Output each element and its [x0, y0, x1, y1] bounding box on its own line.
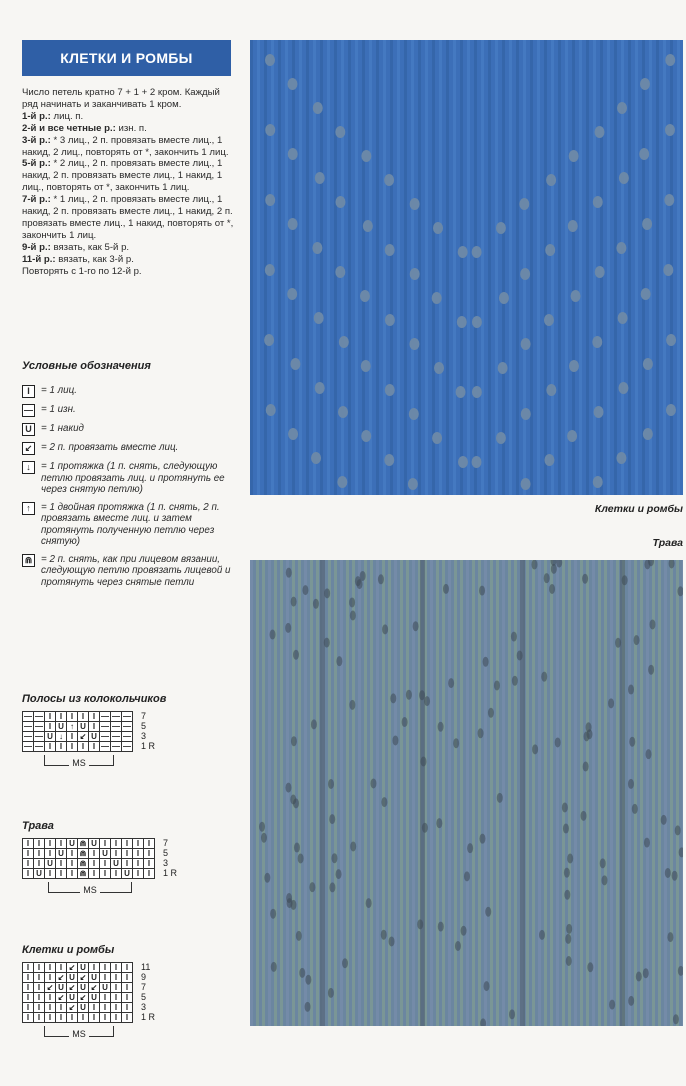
chart-cell: I [122, 993, 133, 1003]
chart-cell: I [89, 869, 100, 879]
chart-cell: I [144, 849, 155, 859]
chart-cell: — [101, 721, 109, 731]
chart-cell: I [56, 1003, 67, 1013]
chart-cell: I [67, 712, 78, 722]
chart-cell: I [100, 963, 111, 973]
chart-title: Полосы из колокольчиков [22, 693, 167, 705]
instruction-line [22, 123, 234, 135]
chart-cell: I [133, 869, 144, 879]
knit-texture-green [250, 560, 683, 1026]
stitch-symbol-icon: — [24, 405, 33, 415]
chart-cell: I [34, 859, 45, 869]
chart-cell: I [100, 973, 111, 983]
row-number: 3-й р.: [22, 134, 51, 146]
chart-cell: I [78, 1013, 89, 1023]
instruction-text: * 1 лиц., 2 п. провязать вместе лиц., 1 накид, 2 п. провязать вместе лиц., 1 накид, 2 п. провязать вместе лиц., 1 накид, повторять от *, закончить 1 лиц. [22, 194, 234, 241]
instruction-line [22, 266, 234, 278]
chart-cell: I [111, 993, 122, 1003]
repeat-label: MS [69, 758, 89, 768]
chart-cell: I [23, 1003, 34, 1013]
chart-cell: ↙ [89, 983, 100, 993]
chart-cell: U [100, 983, 111, 993]
stitch-symbol-icon: I [22, 385, 35, 398]
instruction-text: Число петель кратно 7 + 1 + 2 кром. Каждый ряд начинать и заканчивать 1 кром. [22, 87, 220, 110]
chart-cell: I [67, 732, 78, 742]
chart-cell: — [112, 721, 120, 731]
chart-cell: ↙ [45, 983, 56, 993]
chart-cell: — [112, 731, 120, 741]
legend [22, 385, 234, 594]
chart-cell: I [89, 1003, 100, 1013]
legend-item [22, 442, 234, 455]
instruction-text: лиц. п. [50, 110, 84, 122]
chart-cell: I [56, 712, 67, 722]
instruction-text: * 2 лиц., 2 п. провязать вместе лиц., 1 накид, 2 п. провязать вместе лиц., 1 накид, 1 лиц., повторять от *, закончить 1 лиц. [22, 158, 223, 194]
chart-cell: I [34, 839, 45, 849]
chart-cell: — [123, 741, 131, 751]
chart-cell: I [34, 963, 45, 973]
chart-cell: U [56, 849, 67, 859]
stitch-chart-grid [22, 711, 133, 752]
row-labels [163, 838, 177, 878]
chart-cell: I [23, 839, 34, 849]
chart-cell: U [89, 732, 100, 742]
legend-item [22, 404, 234, 417]
instructions [22, 87, 234, 278]
chart-cell: I [45, 963, 56, 973]
chart-cell: — [24, 721, 32, 731]
chart-cell: I [122, 963, 133, 973]
chart-cell: I [122, 859, 133, 869]
row-label: 1 R [163, 868, 178, 878]
chart-cell: — [24, 741, 32, 751]
chart-cell: I [144, 869, 155, 879]
legend-text: = 1 изн. [41, 404, 76, 415]
chart-cell: U [122, 869, 133, 879]
chart-cell: I [23, 983, 34, 993]
chart-cell: I [89, 1013, 100, 1023]
chart-cell: I [89, 712, 100, 722]
stitch-symbol-icon: U [22, 423, 35, 436]
chart-title: Трава [22, 820, 54, 832]
chart-cell: I [67, 859, 78, 869]
chart-cell: U [111, 859, 122, 869]
chart-cell: I [56, 742, 67, 752]
instruction-line [22, 242, 234, 254]
chart-cell: ⋒ [78, 859, 89, 869]
chart-cell: I [56, 869, 67, 879]
chart-cell: ↙ [78, 993, 89, 1003]
row-label: 7 [141, 982, 147, 992]
chart-cell: I [122, 973, 133, 983]
legend-text: = 1 двойная протяжка (1 п. снять, 2 п. провязать вместе лиц. и затем протянуть полученную петлю через снятую) [41, 501, 220, 547]
chart-bells [22, 693, 166, 766]
chart-cell: ↙ [78, 973, 89, 983]
chart-cell: I [111, 1013, 122, 1023]
chart-cell: I [78, 742, 89, 752]
chart-cell: U [100, 849, 111, 859]
chart-cell: I [122, 1013, 133, 1023]
row-label: 5 [141, 721, 147, 731]
chart-cell: — [101, 741, 109, 751]
knit-photo-grass [250, 560, 683, 1026]
chart-title: Клетки и ромбы [22, 944, 115, 956]
chart-cell: I [111, 983, 122, 993]
chart-cell: U [56, 722, 67, 732]
chart-cell: I [23, 963, 34, 973]
chart-cell: — [24, 731, 32, 741]
row-label: 7 [141, 711, 147, 721]
chart-cell: I [56, 839, 67, 849]
instruction-line [22, 87, 234, 111]
row-number: 9-й р.: [22, 241, 51, 253]
chart-cell: I [100, 869, 111, 879]
row-label: 5 [163, 848, 169, 858]
chart-cell: I [34, 1013, 45, 1023]
stitch-chart-grid [22, 838, 155, 879]
knit-photo-checks-diamonds [250, 40, 683, 495]
chart-cell: ↙ [67, 983, 78, 993]
chart-cell: I [67, 742, 78, 752]
chart-cell: I [56, 859, 67, 869]
row-label: 9 [141, 972, 147, 982]
chart-cell: — [101, 731, 109, 741]
instruction-text: вязать, как 5-й р. [50, 241, 130, 253]
chart-cell: I [45, 742, 56, 752]
legend-item [22, 502, 234, 548]
chart-cell: I [133, 859, 144, 869]
instruction-line [22, 194, 234, 242]
chart-cell: I [23, 1013, 34, 1023]
chart-cell: I [144, 839, 155, 849]
chart-cell: U [89, 839, 100, 849]
chart-cell: I [45, 1013, 56, 1023]
instruction-line [22, 111, 234, 123]
row-label: 3 [141, 1002, 147, 1012]
chart-cell: I [45, 712, 56, 722]
row-number: 7-й р.: [22, 194, 51, 206]
chart-cell: I [100, 1013, 111, 1023]
instruction-line [22, 135, 234, 159]
chart-cell: I [23, 993, 34, 1003]
chart-cell: — [35, 731, 43, 741]
row-label: 1 R [141, 741, 156, 751]
chart-grass [22, 820, 177, 893]
chart-cell: I [45, 722, 56, 732]
chart-cell: U [67, 839, 78, 849]
chart-cell: I [34, 983, 45, 993]
chart-cell: I [45, 973, 56, 983]
stitch-symbol-icon: ⋒ [22, 554, 35, 567]
chart-cell: I [111, 839, 122, 849]
chart-cell: ↓ [56, 732, 67, 742]
legend-item [22, 385, 234, 398]
chart-cell: — [123, 731, 131, 741]
chart-cell: U [78, 963, 89, 973]
stitch-symbol-icon: ↓ [22, 461, 35, 474]
row-labels [141, 962, 155, 1022]
repeat-bracket [44, 1026, 114, 1037]
row-number: 5-й р.: [22, 158, 51, 170]
chart-cell: U [67, 993, 78, 1003]
chart-cell: I [23, 859, 34, 869]
chart-cell: U [34, 869, 45, 879]
repeat-bracket [44, 755, 114, 766]
instruction-text: Повторять с 1-го по 12-й р. [22, 265, 142, 277]
chart-cell: — [24, 711, 32, 721]
chart-cell: — [35, 721, 43, 731]
legend-item [22, 554, 234, 589]
chart-cell: ⋒ [78, 839, 89, 849]
chart-cell: I [111, 963, 122, 973]
chart-cell: I [45, 993, 56, 1003]
chart-cell: I [122, 983, 133, 993]
chart-cell: ⋒ [78, 849, 89, 859]
legend-text: = 1 протяжка (1 п. снять, следующую петлю провязать лиц. и протянуть ее через снятую петлю) [41, 461, 225, 495]
chart-cell: I [133, 849, 144, 859]
row-number: 1-й р.: [22, 110, 51, 122]
chart-cell: I [45, 1003, 56, 1013]
chart-cell: U [45, 732, 56, 742]
chart-cell: I [78, 712, 89, 722]
chart-cell: I [34, 993, 45, 1003]
chart-cell: I [23, 869, 34, 879]
chart-cell: I [56, 1013, 67, 1023]
chart-cell: — [123, 711, 131, 721]
chart-cell: I [122, 849, 133, 859]
chart-cell: I [111, 973, 122, 983]
chart-cell: — [35, 711, 43, 721]
stitch-symbol-icon: ↙ [22, 442, 35, 455]
chart-cell: U [56, 983, 67, 993]
chart-cell: I [45, 839, 56, 849]
chart-cell: I [133, 839, 144, 849]
row-label: 5 [141, 992, 147, 1002]
chart-cell: U [67, 973, 78, 983]
instruction-text: вязать, как 3-й р. [55, 253, 134, 265]
chart-cell: I [100, 859, 111, 869]
stitch-symbol-icon: ↑ [22, 502, 35, 515]
chart-cell: I [122, 1003, 133, 1013]
repeat-bracket [48, 882, 132, 893]
chart-cell: ↑ [67, 722, 78, 732]
repeat-label: MS [80, 885, 100, 895]
knit-texture-blue [250, 40, 683, 495]
chart-cell: I [100, 1003, 111, 1013]
row-label: 1 R [141, 1012, 156, 1022]
photo-caption-1: Клетки и ромбы [594, 503, 683, 515]
row-label: 7 [163, 838, 169, 848]
chart-cell: I [89, 722, 100, 732]
photo-caption-2: Трава [652, 537, 683, 549]
row-number: 11-й р.: [22, 253, 56, 265]
chart-cell: I [67, 869, 78, 879]
chart-cell: I [23, 849, 34, 859]
instruction-line [22, 254, 234, 266]
chart-cell: U [78, 983, 89, 993]
repeat-label: MS [69, 1029, 89, 1039]
chart-cell: U [78, 1003, 89, 1013]
page-title: КЛЕТКИ И РОМБЫ [22, 40, 231, 76]
row-number: 2-й и все четные р.: [22, 122, 116, 134]
legend-text: = 2 п. снять, как при лицевом вязании, следующую петлю провязать лицевой и протянуть через снятые петли [41, 553, 231, 588]
legend-title: Условные обозначения [22, 360, 151, 372]
legend-item [22, 423, 234, 436]
chart-cell: I [34, 1003, 45, 1013]
chart-cell: U [78, 722, 89, 732]
chart-cell: I [34, 849, 45, 859]
chart-cell: I [100, 839, 111, 849]
chart-cell: I [111, 849, 122, 859]
chart-cell: ↙ [67, 1003, 78, 1013]
chart-cell: I [34, 973, 45, 983]
chart-cell: I [111, 1003, 122, 1013]
chart-cell: U [89, 973, 100, 983]
chart-cell: — [112, 741, 120, 751]
chart-cell: — [101, 711, 109, 721]
chart-cell: I [89, 859, 100, 869]
chart-cell: — [123, 721, 131, 731]
chart-cell: I [89, 963, 100, 973]
chart-cell: I [122, 839, 133, 849]
chart-cell: ↙ [56, 973, 67, 983]
chart-cell: ⋒ [78, 869, 89, 879]
instruction-text: * 3 лиц., 2 п. провязать вместе лиц., 1 накид, 2 лиц., повторять от *, закончить 1 лиц. [22, 134, 229, 158]
row-label: 3 [141, 731, 147, 741]
chart-cell: I [56, 963, 67, 973]
chart-cell: U [89, 993, 100, 1003]
chart-cell: — [112, 711, 120, 721]
chart-cell: — [35, 741, 43, 751]
chart-cell: ↙ [78, 732, 89, 742]
chart-checks-diamonds [22, 944, 155, 1037]
chart-cell: I [45, 869, 56, 879]
row-labels [141, 711, 155, 751]
stitch-chart-grid [22, 962, 133, 1023]
legend-item [22, 461, 234, 496]
legend-text: = 1 накид [41, 423, 84, 434]
row-label: 11 [141, 962, 151, 972]
chart-cell: I [144, 859, 155, 869]
instruction-line [22, 158, 234, 194]
chart-cell: I [100, 993, 111, 1003]
legend-text: = 1 лиц. [41, 385, 77, 396]
chart-cell: I [23, 973, 34, 983]
chart-cell: ↙ [67, 963, 78, 973]
chart-cell: I [45, 849, 56, 859]
row-label: 3 [163, 858, 169, 868]
legend-text: = 2 п. провязать вместе лиц. [41, 442, 179, 453]
chart-cell: ↙ [56, 993, 67, 1003]
chart-cell: U [45, 859, 56, 869]
chart-cell: I [89, 849, 100, 859]
chart-cell: I [89, 742, 100, 752]
chart-cell: I [67, 1013, 78, 1023]
chart-cell: I [67, 849, 78, 859]
instruction-text: изн. п. [115, 122, 147, 134]
chart-cell: I [111, 869, 122, 879]
